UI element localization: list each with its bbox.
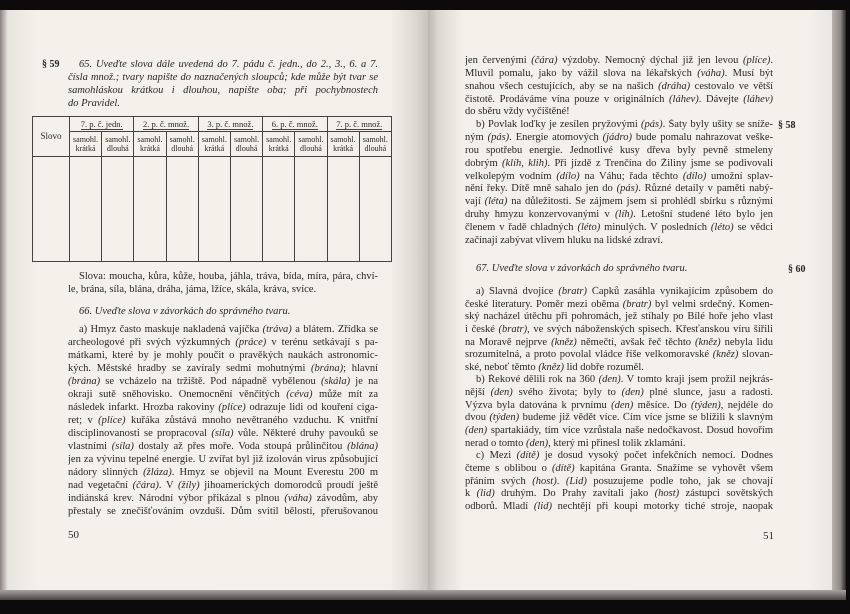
word-in-brackets: (léto) xyxy=(577,221,601,233)
text-line: (brána) se vcházelo na tržiště. Pod nápadně vybělenou (skála) je na xyxy=(68,376,378,387)
table-cell xyxy=(198,157,230,262)
text-line: Výzva byla datována k prvnímu (den) měsíce. Do (týden), nejdéle do xyxy=(465,399,773,411)
word-in-brackets: (plíce) xyxy=(98,415,126,426)
word-in-brackets: (host) xyxy=(654,488,680,500)
word-in-brackets: (den) xyxy=(465,425,488,437)
instruction-line: samohláskou krátkou i dlouhou, napište oba; při pochybnostech xyxy=(68,85,378,96)
text-line: nerad o tomto (den), který mi přinesl tolik zklamání. xyxy=(465,437,686,449)
word-in-brackets: (žíly) xyxy=(178,480,200,491)
instruction-line: do Pravidel. xyxy=(68,98,120,109)
word-in-brackets: (čára) xyxy=(531,55,558,66)
word-in-brackets: (týden) xyxy=(691,399,721,411)
word-in-brackets: (práce) xyxy=(235,337,267,348)
table-cell xyxy=(230,157,262,262)
word-in-brackets: (váha) xyxy=(284,493,312,504)
text-line: mátkami, které by je mohly poučit o pravěkých naukách astronomic- xyxy=(68,350,378,361)
page-number-left: 50 xyxy=(68,529,79,541)
text-line: členem v řadě chladných (léto) minulých. V posledních (léto) se vědci xyxy=(465,221,773,233)
group-label: 6. p. č. množ. xyxy=(271,118,318,129)
word-in-brackets: (láhev) xyxy=(743,93,773,105)
word-in-brackets: (klíh, klih) xyxy=(502,157,548,169)
section-mark-58: § 58 xyxy=(778,120,796,131)
text-line: jen červenými (čára) výzdoby. Nemocný dýchal již jen levou (plíce). xyxy=(465,55,773,66)
text-line: nější (den) svého života; byly to (den) plné slunce, jasu a radosti. xyxy=(465,387,773,399)
table-cell xyxy=(263,157,295,262)
exercise-66-title xyxy=(68,305,378,318)
book-edge-bottom xyxy=(0,590,846,600)
word-in-brackets: (líh) xyxy=(615,209,634,221)
exercise-65-table xyxy=(32,116,392,262)
word-in-brackets: (dráha) xyxy=(658,80,691,92)
column-subheader: samohl. dlouhá xyxy=(166,132,198,157)
word-in-brackets: (host) xyxy=(532,475,557,487)
word-in-brackets: (pás) xyxy=(616,183,639,195)
column-group-header xyxy=(134,117,198,132)
word-list-line: Slova: moucha, kůra, kůže, houba, jáhla, tráva, bída, míra, pára, chví- xyxy=(79,271,378,282)
text-line: ský nacházel útěchu při pohromách, jež stíhaly po Bílé hoře jeho vlast xyxy=(465,311,773,323)
column-group-header xyxy=(70,117,134,132)
word-list-line: le, brána, síla, blána, dráha, jáma, lžíce, skála, kráva, svíce. xyxy=(68,284,317,295)
text-line: ské, neboť těmto (kněz) lid dobře rozuměl. xyxy=(465,361,644,373)
exercise-title: 67. Uveďte slova v závorkách do správného tvaru. xyxy=(476,263,688,274)
text-line: rou spotřebu energie. Jednotlivé kusy dřeva byly pevně stmeleny xyxy=(465,144,773,156)
column-subheader: samohl. dlouhá xyxy=(295,132,327,157)
word-in-brackets: (kněz) xyxy=(551,336,577,348)
word-in-brackets: (bratr) xyxy=(622,298,652,310)
column-subheader: samohl. krátká xyxy=(70,132,102,157)
word-in-brackets: (léta) xyxy=(484,196,508,208)
text-line: vají (léta) na důležitosti. Se zájmem jsem si prohlédl sbírku s různými xyxy=(465,196,773,208)
column-group-header xyxy=(327,117,392,132)
word-in-brackets: (blána) xyxy=(347,441,378,452)
column-subheader: samohl. krátká xyxy=(263,132,295,157)
text-line: k (lid) druhým. Do Prahy zavítali jako (host) zástupci sovětských xyxy=(465,488,773,500)
text-line: české literatury. Poměr mezi oběma (bratr) byl velmi srdečný. Komen- xyxy=(465,298,773,310)
text-line: následek infarkt. Hrozba rakoviny (plíce) odrazuje lidi od kouření ciga- xyxy=(68,402,378,413)
text-line: na Moravě nejprve (kněz) němečtí, avšak řeč těchto (kněz) nebyla lidu xyxy=(465,336,773,348)
word-in-brackets: (pás) xyxy=(487,132,510,144)
table-cell xyxy=(102,157,134,262)
text-line: přáním svých (host). (Lid) posuzujeme podle toho, jak se chovají xyxy=(465,475,773,487)
book-edge-right xyxy=(832,10,846,600)
word-in-brackets: (skála) xyxy=(320,376,351,387)
word-in-brackets: (bratr) xyxy=(558,286,587,297)
word-in-brackets: (den) xyxy=(621,387,644,399)
exercise-65-instructions xyxy=(68,58,378,110)
text-line: disciplinovanosti se propracoval (síla) vůle. Některé druhy pavouků se xyxy=(68,428,378,439)
text-line: b) Povlak loďky je zesílen pryžovými (pás). Šaty byly ušity se sníže- xyxy=(476,119,773,131)
word-in-brackets: (síla) xyxy=(211,428,234,439)
word-in-brackets: (kněz) xyxy=(538,361,564,373)
exercise-67-text xyxy=(465,286,773,514)
column-subheader: samohl. dlouhá xyxy=(102,132,134,157)
column-group-header xyxy=(198,117,262,132)
word-in-brackets: (léto) xyxy=(710,221,734,233)
word-in-brackets: (kněz) xyxy=(695,336,721,348)
section-mark-59: § 59 xyxy=(42,59,60,70)
exercise-title: 66. Uveďte slova v závorkách do správného tvaru. xyxy=(79,306,291,317)
word-in-brackets: (čára) xyxy=(132,480,159,491)
column-header-slovo: Slovo xyxy=(33,117,70,157)
word-in-brackets: (den) xyxy=(490,387,513,399)
word-in-brackets: (týden) xyxy=(489,412,520,424)
text-line: ret; v (plíce) kuřáka zůstává mnoho nevětraného vzduchu. K vnitřní xyxy=(68,415,378,426)
word-in-brackets: (den) xyxy=(598,374,621,386)
exercise-67-title xyxy=(465,262,773,275)
text-line: dvou (týden) budeme již vědět více. Čím více jsme se blížili k slavným xyxy=(465,412,773,424)
text-line: b) Řekové dělili rok na 360 (den). V tomto kraji jsem prožil nejkrás- xyxy=(476,374,773,386)
word-in-brackets: (žláza) xyxy=(143,467,172,478)
text-line: archeologové při svých výzkumných (práce) v terénu setkávají s pa- xyxy=(68,337,378,348)
word-in-brackets: (dílo) xyxy=(556,170,580,182)
group-label: 7. p. č. množ. xyxy=(336,118,383,129)
table-cell xyxy=(359,157,391,262)
text-line: velkolepým vodním (dílo) na Váhu; řada těchto (dílo) umožní splav- xyxy=(465,170,773,182)
word-in-brackets: (Lid) xyxy=(565,475,587,487)
word-in-brackets: (den) xyxy=(611,399,634,411)
word-in-brackets: (pás) xyxy=(641,119,663,131)
word-in-brackets: (dítě) xyxy=(516,450,540,462)
table-cell xyxy=(33,157,70,262)
text-line: nad vegetační (čára). V (žíly) jihoamerických domorodců proudí ještě xyxy=(68,480,378,491)
text-line: kých. Městské hradby se zavíraly sedmi mohutnými (brána); hlavní xyxy=(68,363,378,374)
column-subheader: samohl. krátká xyxy=(198,132,230,157)
text-line: čteme s oblibou o (dítě) kapitána Granta. Snažíme se vyhovět všem xyxy=(465,462,773,474)
text-line: c) Mezi (dítě) je dosud vysoký počet infekčních nemocí. Dodnes xyxy=(476,450,773,462)
column-subheader: samohl. krátká xyxy=(134,132,166,157)
text-line: okraji sutě sněhovisko. Onemocnění věnčitých (céva) může mít za xyxy=(68,389,378,400)
word-in-brackets: (lid) xyxy=(533,500,552,512)
section-mark-60: § 60 xyxy=(788,264,806,275)
text-line: ným (pás). Energie atomových (jádro) bude pomalu nahrazovat veške- xyxy=(465,132,773,144)
text-line: i české (bratr), ve svých náboženských spisech. Křesťanskou víru šířili xyxy=(465,323,773,335)
word-in-brackets: (brána) xyxy=(68,376,101,387)
text-line: snahou všech cestujících, aby se na našich (dráha) cestovalo ve větší xyxy=(465,80,773,92)
instruction-line: čísla množ.; tvary napište do naznačených sloupců; kde může být tvar se xyxy=(68,72,378,83)
column-subheader: samohl. dlouhá xyxy=(230,132,262,157)
page-number-right: 51 xyxy=(763,530,774,542)
text-line: (den) spartakiády, tím více vzrůstala naše nedočkavost. Dosud hovořím xyxy=(465,425,773,437)
group-label: 2. p. č. množ. xyxy=(143,118,190,129)
word-in-brackets: (tráva) xyxy=(262,324,292,335)
column-subheader: samohl. dlouhá xyxy=(359,132,391,157)
word-in-brackets: (kněz) xyxy=(712,349,739,361)
text-line: do sběru vždy vyčištěné! xyxy=(465,106,570,118)
continued-text xyxy=(465,55,773,248)
word-list xyxy=(68,270,378,296)
column-subheader: samohl. krátká xyxy=(327,132,359,157)
word-in-brackets: (céva) xyxy=(286,389,313,400)
text-line: indiánská krev. Národní výbor přikázal s plnou (váha) závodům, aby xyxy=(68,493,378,504)
group-label: 7. p. č. jedn. xyxy=(80,118,123,129)
word-in-brackets: (plíce) xyxy=(742,55,771,66)
word-in-brackets: (jádro) xyxy=(602,132,632,144)
table-cell xyxy=(327,157,359,262)
text-line: vlastními (síla) dostaly až přes moře. Voda stoupá průlinčitou (blána) xyxy=(68,441,378,452)
text-line: přestaly se znečišťováním ovzduší. Dům svítil bělostí, přerušovanou xyxy=(68,506,378,517)
column-group-header xyxy=(263,117,327,132)
exercise-66-text xyxy=(68,323,378,518)
word-in-brackets: (brána) xyxy=(311,363,344,374)
text-line: Mluvil pomalu, jako by vážil slova na lékařských (váha). Musí být xyxy=(465,67,773,79)
text-line: a) Hmyz často maskuje nakladená vajíčka (tráva) a blátem. Zřídka se xyxy=(79,324,378,335)
text-line: nádory slinných (žláza). Hmyz se objevil na Mount Everestu 200 m xyxy=(68,467,378,478)
text-line: dobrým (klíh, klih). Při jízdě z Trenčína do Žiliny jsme se podivovali xyxy=(465,157,773,169)
word-in-brackets: (váha) xyxy=(697,67,725,79)
word-in-brackets: (lid) xyxy=(476,488,495,500)
word-in-brackets: (síla) xyxy=(111,441,134,452)
word-in-brackets: (dílo) xyxy=(682,170,707,182)
word-in-brackets: (plíce) xyxy=(218,402,246,413)
text-line: začínají zabývat vlivem hluku na lidské zdraví. xyxy=(465,234,663,246)
text-line: jen za vývinu tepelné energie. U zvířat byl již izolován virus způsobující xyxy=(68,454,378,465)
table-cell xyxy=(166,157,198,262)
table-cell xyxy=(134,157,166,262)
word-in-brackets: (dítě) xyxy=(551,462,575,474)
word-in-brackets: (bratr) xyxy=(498,323,528,335)
text-line: odborů. Mladí (lid) nechtějí při koupi motorky tiché stroje, naopak xyxy=(465,500,773,512)
word-in-brackets: (láhev) xyxy=(669,93,699,105)
group-label: 3. p. č. množ. xyxy=(207,118,254,129)
text-line: a) Slavná dvojice (bratr) Čapků zasáhla vynikajícím způsobem do xyxy=(476,286,773,297)
text-line: nění řeky. Dítě mně sahalo jen do (pás). Různé detaily v paměti nabý- xyxy=(465,183,773,195)
text-line: druhy hmyzu konzervovanými v (líh). Letošní studené léto bylo jen xyxy=(465,209,773,221)
word-in-brackets: (den) xyxy=(525,437,549,449)
table-cell xyxy=(295,157,327,262)
text-line: čistotě. Prodáváme vína pouze v originálních (láhev). Dávejte (láhev) xyxy=(465,93,773,105)
text-line: srozumitelná, a proto povolal vládce říše velkomoravské (kněz) slovan- xyxy=(465,349,773,361)
table-cell xyxy=(70,157,102,262)
instruction-line: 65. Uveďte slova dále uvedená do 7. pádu č. jedn., do 2., 3., 6. a 7. xyxy=(79,59,378,70)
